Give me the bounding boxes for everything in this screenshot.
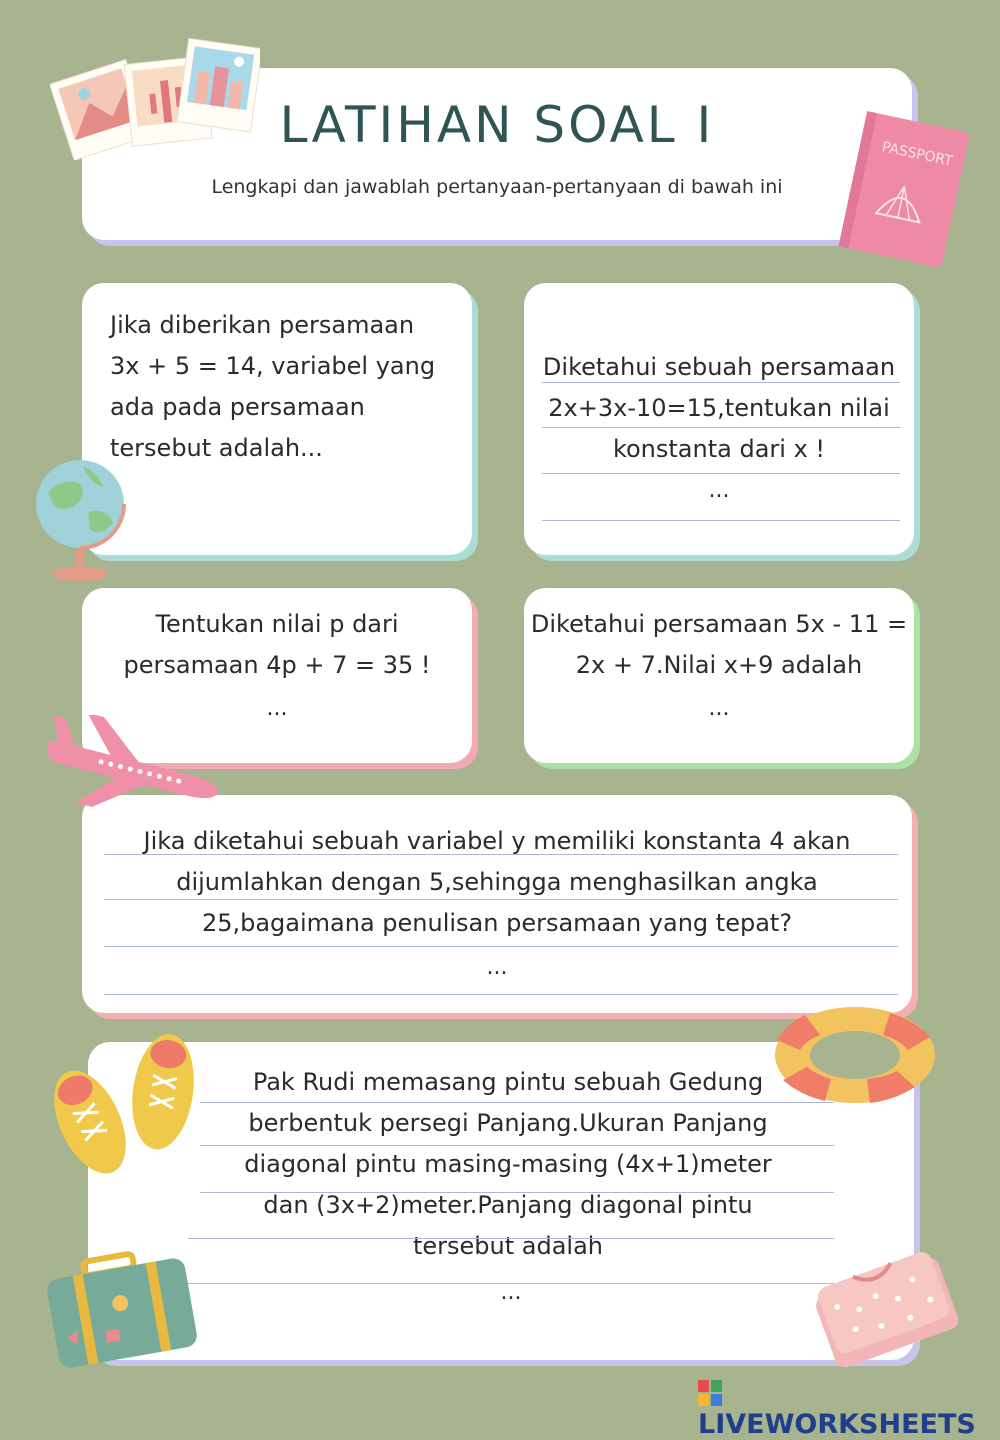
- question-line: Tentukan nilai p dari: [155, 610, 399, 638]
- answer-placeholder[interactable]: ...: [486, 955, 508, 980]
- question-line: tersebut adalah: [412, 1232, 604, 1260]
- question-line: Diketahui sebuah persamaan: [542, 353, 896, 381]
- question-line: ada pada persamaan: [110, 393, 365, 421]
- brand-name: LIVEWORKSHEETS: [698, 1409, 976, 1440]
- ruled-line: [104, 946, 898, 947]
- question-line: 2x+3x-10=15,tentukan nilai: [548, 394, 890, 422]
- answer-placeholder[interactable]: ...: [708, 696, 730, 721]
- question-line: 3x + 5 = 14, variabel yang: [110, 352, 436, 380]
- globe-icon: [28, 452, 138, 588]
- question-2-text: [524, 347, 914, 470]
- question-line: tersebut adalah...: [110, 434, 323, 462]
- question-line: 25,bagaimana penulisan persamaan yang tepat?: [201, 909, 793, 937]
- ruled-line: [542, 520, 900, 521]
- answer-placeholder[interactable]: ...: [500, 1280, 522, 1305]
- ruled-line: [200, 1192, 834, 1193]
- question-line: dijumlahkan dengan 5,sehingga menghasilkan angka: [176, 868, 818, 896]
- liveworksheets-logo[interactable]: [698, 1378, 1000, 1440]
- question-card-4: [524, 588, 914, 763]
- question-line: Diketahui persamaan 5x - 11 =: [530, 610, 908, 638]
- question-card-1: [82, 283, 472, 555]
- ruled-line: [200, 1145, 834, 1146]
- life-ring-icon: [765, 995, 945, 1115]
- ruled-line: [104, 899, 898, 900]
- folded-clothes-icon: [808, 1245, 968, 1380]
- question-1-text: [110, 305, 455, 469]
- ruled-line: [542, 473, 900, 474]
- question-line: Jika diketahui sebuah variabel y memiliki konstanta 4 akan: [143, 827, 851, 855]
- question-line: berbentuk persegi Panjang.Ukuran Panjang: [248, 1109, 768, 1137]
- question-4-text: [524, 604, 914, 686]
- question-line: 2x + 7.Nilai x+9 adalah: [575, 651, 863, 679]
- question-card-5: [82, 795, 912, 1013]
- question-6-text: [188, 1062, 828, 1267]
- question-line: persamaan 4p + 7 = 35 !: [123, 651, 431, 679]
- question-line: Jika diberikan persamaan: [110, 311, 415, 339]
- passport-icon: [832, 108, 972, 268]
- page-subtitle: Lengkapi dan jawablah pertanyaan-pertanyaan di bawah ini: [211, 176, 783, 198]
- ruled-line: [542, 382, 900, 383]
- question-line: diagonal pintu masing-masing (4x+1)meter: [244, 1150, 772, 1178]
- answer-placeholder[interactable]: ...: [708, 478, 730, 503]
- polaroid-photos-icon: [50, 30, 260, 160]
- question-line: dan (3x+2)meter.Panjang diagonal pintu: [263, 1191, 753, 1219]
- page-title: LATIHAN SOAL I: [279, 96, 715, 154]
- ruled-line: [104, 854, 898, 855]
- question-line: Pak Rudi memasang pintu sebuah Gedung: [252, 1068, 764, 1096]
- airplane-icon: [30, 715, 230, 820]
- answer-placeholder[interactable]: ...: [266, 696, 288, 721]
- question-5-text: [82, 821, 912, 944]
- ruled-line: [200, 1102, 834, 1103]
- question-3-text: [82, 604, 472, 686]
- suitcase-icon: [42, 1248, 202, 1368]
- question-card-2: [524, 283, 914, 555]
- sneakers-icon: [45, 1012, 205, 1182]
- ruled-line: [188, 1238, 834, 1239]
- passport-label: PASSPORT: [880, 139, 954, 170]
- question-line: konstanta dari x !: [612, 435, 826, 463]
- liveworksheets-logo-icon: [698, 1380, 722, 1406]
- ruled-line: [542, 427, 900, 428]
